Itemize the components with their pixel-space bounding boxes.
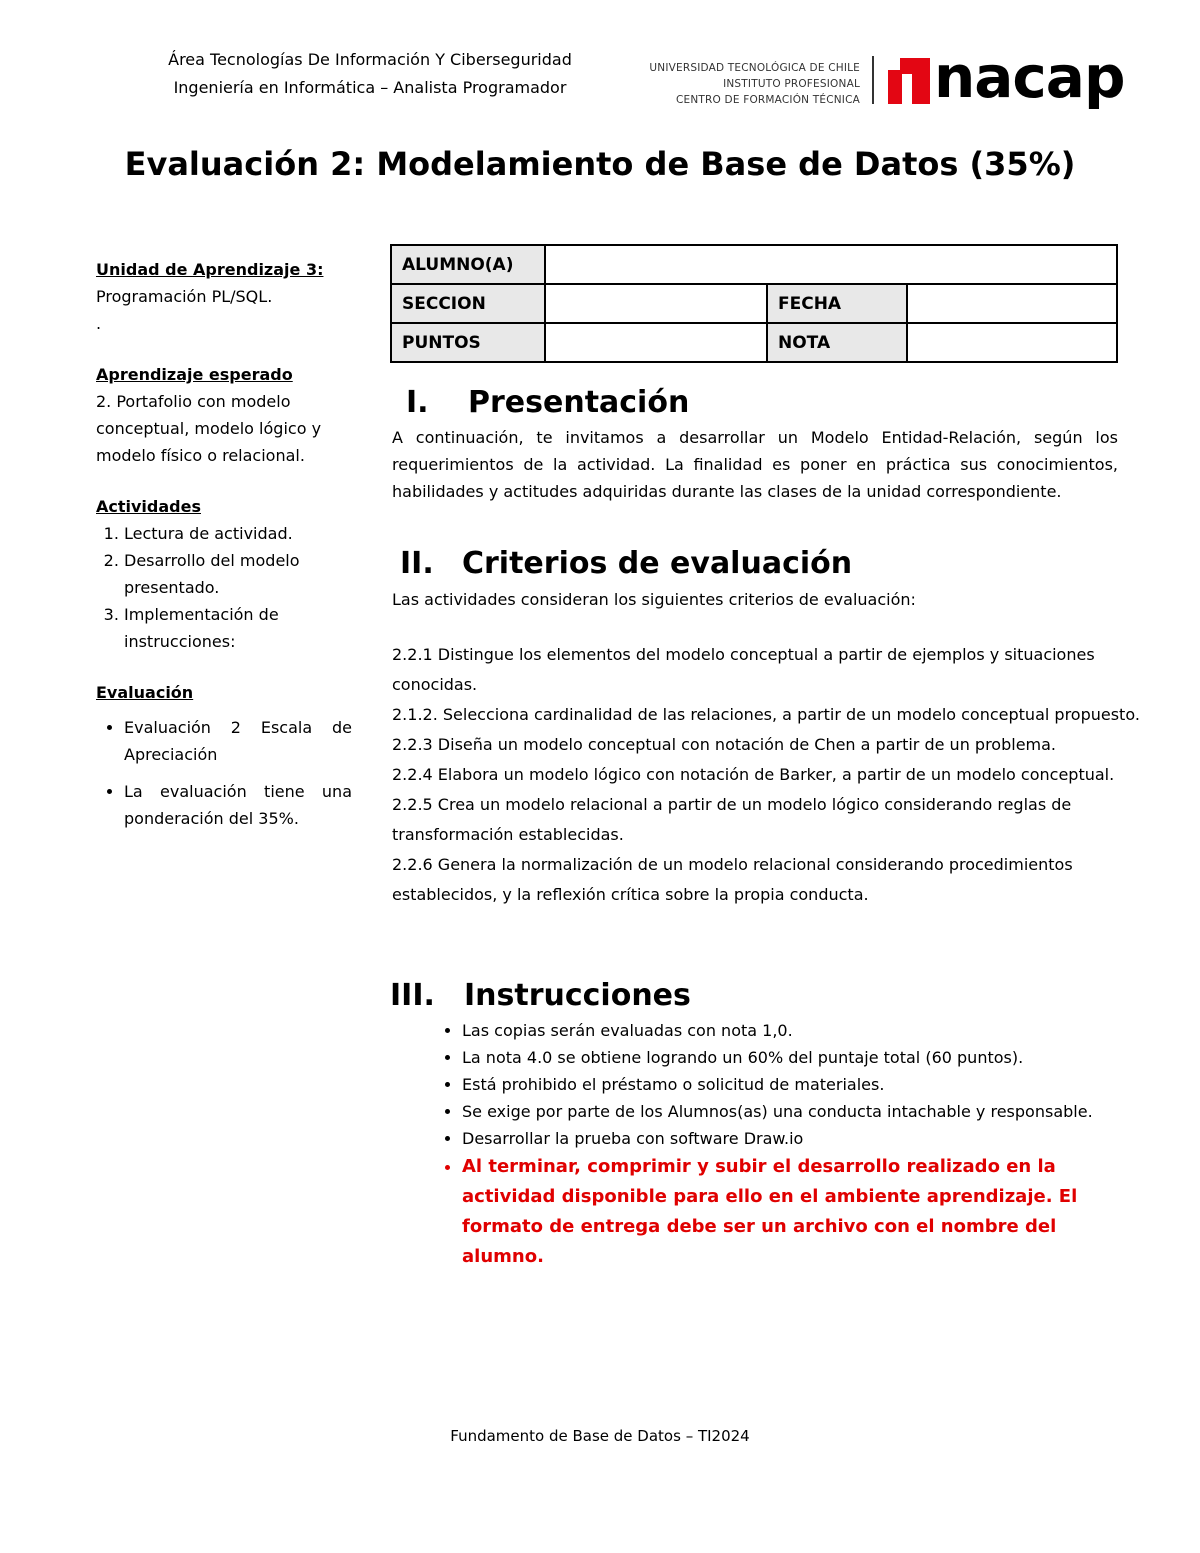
- nota-label: NOTA: [767, 323, 907, 362]
- list-item: 2.2.6 Genera la normalización de un modelo relacional considerando procedimientos establecidos, y la reflexión crítica sobre la propia conducta.: [392, 855, 1073, 904]
- list-item: 2.2.3 Diseña un modelo conceptual con notación de Chen a partir de un problema.: [392, 735, 1057, 754]
- puntos-label: PUNTOS: [391, 323, 545, 362]
- unidad-text: Programación PL/SQL.: [96, 287, 273, 306]
- header-line-area: Área Tecnologías De Información Y Ciberseguridad: [168, 50, 572, 69]
- list-item: • Las copias serán evaluadas con nota 1,0.: [462, 1017, 1128, 1044]
- presentacion-number: I.: [406, 385, 429, 420]
- page-footer: Fundamento de Base de Datos – TI2024: [450, 1427, 750, 1445]
- evaluacion-heading: Evaluación: [96, 683, 194, 702]
- logo-wordmark: nacap: [934, 43, 1125, 111]
- highlight-instruction: • Al terminar, comprimir y subir el desarrollo realizado en la actividad disponible para ello en el ambiente aprendizaje. El formato de entrega debe ser un archivo con el nombre del alumno.: [462, 1152, 1128, 1272]
- actividades-list: [96, 520, 352, 655]
- aprendizaje-heading: Aprendizaje esperado: [96, 365, 293, 384]
- puntos-field[interactable]: [545, 323, 767, 362]
- instrucciones-body: [392, 1017, 1128, 1272]
- logo-divider: [872, 56, 874, 104]
- list-item: 2. Desarrollo del modelo presentado.: [124, 547, 352, 601]
- instrucciones-number: III.: [390, 978, 435, 1013]
- logo-line-cft: CENTRO DE FORMACIÓN TÉCNICA: [676, 94, 860, 106]
- list-item: 2.2.4 Elabora un modelo lógico con notación de Barker, a partir de un modelo conceptual.: [392, 765, 1115, 784]
- nota-field[interactable]: [907, 323, 1117, 362]
- list-item: • La evaluación tiene una ponderación del 35%.: [124, 778, 352, 832]
- seccion-field[interactable]: [545, 284, 767, 323]
- table-row: [391, 245, 1117, 284]
- criterios-intro: Las actividades consideran los siguientes criterios de evaluación:: [392, 590, 916, 609]
- presentacion-title: Presentación: [468, 385, 690, 420]
- evaluacion-list: [96, 714, 352, 832]
- aprendizaje-text: 2. Portafolio con modelo conceptual, modelo lógico y modelo físico o relacional.: [96, 392, 322, 465]
- list-item: • La nota 4.0 se obtiene logrando un 60% del puntaje total (60 puntos).: [462, 1044, 1128, 1071]
- criterios-title: Criterios de evaluación: [462, 546, 853, 581]
- fecha-label: FECHA: [767, 284, 907, 323]
- criterios-number: II.: [400, 546, 434, 581]
- table-row: [391, 323, 1117, 362]
- logo-line-university: UNIVERSIDAD TECNOLÓGICA DE CHILE: [649, 62, 860, 74]
- presentacion-heading: [406, 383, 1132, 423]
- list-item: 2.2.5 Crea un modelo relacional a partir de un modelo lógico considerando reglas de transformación establecidas.: [392, 795, 1072, 844]
- inacap-logo-icon: [888, 58, 930, 104]
- list-item: • Desarrollar la prueba con software Draw.io: [462, 1125, 1128, 1152]
- unidad-dot: .: [96, 314, 102, 333]
- page-title: Evaluación 2: Modelamiento de Base de Datos (35%): [124, 145, 1076, 183]
- presentacion-text: A continuación, te invitamos a desarrollar un Modelo Entidad-Relación, según los requerimientos de la actividad. La finalidad es poner en práctica sus conocimientos, habilidades y actitudes adquiridas durante las clases de la unidad correspondiente.: [392, 428, 1118, 501]
- list-item: 1. Lectura de actividad.: [124, 520, 352, 547]
- list-item: 2.1.2. Selecciona cardinalidad de las relaciones, a partir de un modelo conceptual propuesto.: [392, 705, 1140, 724]
- instrucciones-heading: [390, 976, 1116, 1016]
- header-department: [120, 46, 620, 102]
- student-info-table: [390, 244, 1118, 363]
- criterios-heading: [400, 544, 1126, 584]
- logo-institution-text: [560, 60, 860, 108]
- criterios-list: [392, 640, 1142, 910]
- list-item: • Se exige por parte de los Alumnos(as) una conducta intachable y responsable.: [462, 1098, 1128, 1125]
- table-row: [391, 284, 1117, 323]
- instrucciones-list: [392, 1017, 1128, 1272]
- header-line-career: Ingeniería en Informática – Analista Programador: [173, 78, 567, 97]
- list-item: 3. Implementación de instrucciones:: [124, 601, 352, 655]
- list-item: • Evaluación 2 Escala de Apreciación: [124, 714, 352, 768]
- left-sidebar: [96, 256, 352, 842]
- fecha-field[interactable]: [907, 284, 1117, 323]
- seccion-label: SECCION: [391, 284, 545, 323]
- logo-line-institute: INSTITUTO PROFESIONAL: [723, 78, 860, 90]
- actividades-heading: Actividades: [96, 497, 201, 516]
- list-item: 2.2.1 Distingue los elementos del modelo conceptual a partir de ejemplos y situaciones conocidas.: [392, 645, 1095, 694]
- list-item: • Está prohibido el préstamo o solicitud de materiales.: [462, 1071, 1128, 1098]
- instrucciones-title: Instrucciones: [464, 978, 691, 1013]
- unidad-heading: Unidad de Aprendizaje 3:: [96, 260, 324, 279]
- alumno-label: ALUMNO(A): [391, 245, 545, 284]
- alumno-field[interactable]: [545, 245, 1117, 284]
